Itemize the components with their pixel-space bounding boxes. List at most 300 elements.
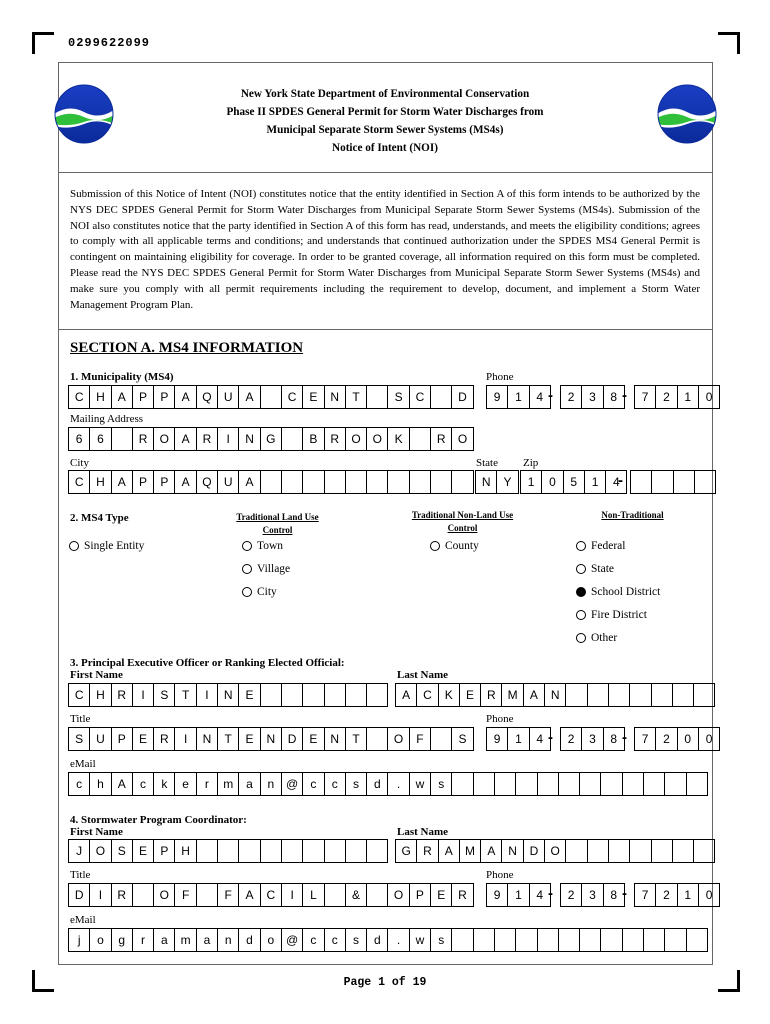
char-cell <box>367 884 388 906</box>
radio-city[interactable] <box>242 587 252 597</box>
char-cell: C <box>69 684 90 706</box>
char-cell: I <box>197 684 218 706</box>
char-cell: E <box>133 840 154 862</box>
char-cell <box>566 840 587 862</box>
char-cell: S <box>112 840 133 862</box>
char-cell: s <box>346 773 367 795</box>
char-cell <box>431 728 452 750</box>
char-cell: A <box>112 773 133 795</box>
char-cell: a <box>197 929 218 951</box>
char-cell: 2 <box>561 884 582 906</box>
char-cell <box>588 684 609 706</box>
char-cell: s <box>431 929 452 951</box>
char-cell <box>559 929 580 951</box>
char-cell: c <box>303 773 324 795</box>
char-cell: C <box>410 386 431 408</box>
char-cell <box>695 471 716 493</box>
char-cell <box>261 471 282 493</box>
char-cell: 1 <box>508 884 529 906</box>
char-cell <box>665 929 686 951</box>
option-federal[interactable] <box>576 540 625 552</box>
char-cell <box>282 840 303 862</box>
char-cell: 7 <box>635 728 656 750</box>
radio-town[interactable] <box>242 541 252 551</box>
char-cell <box>566 684 587 706</box>
option-label: State <box>591 563 614 575</box>
char-cell <box>325 471 346 493</box>
char-cell <box>452 773 473 795</box>
option-other[interactable] <box>576 632 617 644</box>
option-label: County <box>445 540 479 552</box>
char-cell: 0 <box>699 386 720 408</box>
municipality-phone-prefix[interactable] <box>560 385 625 409</box>
char-cell <box>325 684 346 706</box>
char-cell: 7 <box>635 386 656 408</box>
char-cell: & <box>346 884 367 906</box>
peo-label: 3. Principal Executive Officer or Ranking Elected Official: <box>70 657 345 669</box>
char-cell: O <box>154 428 175 450</box>
option-city[interactable] <box>242 586 277 598</box>
phone-dash: - <box>622 387 627 404</box>
form-header <box>150 85 620 157</box>
coordinator-phone-prefix[interactable] <box>560 883 625 907</box>
char-cell: F <box>410 728 431 750</box>
char-cell: C <box>282 386 303 408</box>
peo-phone-line[interactable] <box>634 727 720 751</box>
coordinator-first-name-input[interactable] <box>68 839 388 863</box>
char-cell: H <box>90 386 111 408</box>
dec-logo-right-icon <box>657 84 717 144</box>
char-cell: A <box>112 471 133 493</box>
char-cell: S <box>69 728 90 750</box>
char-cell <box>388 471 409 493</box>
char-cell: E <box>303 386 324 408</box>
char-cell: R <box>154 728 175 750</box>
char-cell: A <box>239 884 260 906</box>
radio-county[interactable] <box>430 541 440 551</box>
char-cell: C <box>69 386 90 408</box>
phone-dash: - <box>548 387 553 404</box>
char-cell: D <box>282 728 303 750</box>
char-cell: 6 <box>69 428 90 450</box>
char-cell: G <box>261 428 282 450</box>
peo-email-label: eMail <box>70 758 96 770</box>
char-cell: 2 <box>561 386 582 408</box>
char-cell: o <box>261 929 282 951</box>
char-cell: A <box>239 386 260 408</box>
char-cell: E <box>303 728 324 750</box>
peo-phone-prefix[interactable] <box>560 727 625 751</box>
char-cell: 2 <box>561 728 582 750</box>
char-cell: T <box>346 728 367 750</box>
char-cell: 3 <box>582 884 603 906</box>
char-cell: N <box>239 428 260 450</box>
char-cell <box>367 471 388 493</box>
peo-email-input[interactable] <box>68 772 708 796</box>
char-cell <box>239 840 260 862</box>
char-cell <box>694 840 715 862</box>
coordinator-label: 4. Stormwater Program Coordinator: <box>70 814 247 826</box>
char-cell: r <box>133 929 154 951</box>
option-label: Village <box>257 563 291 575</box>
radio-federal[interactable] <box>576 541 586 551</box>
char-cell: N <box>545 684 566 706</box>
char-cell: F <box>175 884 196 906</box>
char-cell: c <box>133 773 154 795</box>
char-cell <box>367 386 388 408</box>
char-cell <box>687 929 708 951</box>
char-cell: . <box>388 929 409 951</box>
char-cell <box>133 884 154 906</box>
char-cell <box>630 840 651 862</box>
char-cell: N <box>325 728 346 750</box>
mailing-address-input[interactable] <box>68 427 474 451</box>
option-label: School District <box>591 586 661 598</box>
char-cell <box>367 684 388 706</box>
intro-paragraph: Submission of this Notice of Intent (NOI) constitutes notice that the entity identified in Section A of this form intends to be authorized by the NYS DEC SPDES General Permit for Storm Water Discharges from Municipal Separate Storm Sewer Systems (MS4s). Submission of the NOI also constitutes notice that the party identified in Section A of this form has read, understands, and meets the eligibility conditions; agrees to comply with all applicable terms and conditions; and understands that continued authorization under the SPDES MS4 General Permit is contingent on maintaining eligibility for coverage. In order to be granted coverage, all information required on this form must be completed. Please read the NYS DEC SPDES General Permit for Storm Water Discharges from Municipal Separate Storm Sewer Systems (MS4s) and make sure you comply with all permit requirements including the requirement to develop, document, and implement a Storm Water Management Program Plan. <box>70 188 700 311</box>
char-cell: d <box>367 773 388 795</box>
char-cell: R <box>133 428 154 450</box>
char-cell: A <box>481 840 502 862</box>
city-label: City <box>70 457 89 469</box>
char-cell <box>601 773 622 795</box>
char-cell <box>410 471 431 493</box>
char-cell: O <box>388 884 409 906</box>
char-cell: M <box>460 840 481 862</box>
char-cell <box>282 471 303 493</box>
char-cell: w <box>410 929 431 951</box>
option-village[interactable] <box>242 563 290 575</box>
char-cell: S <box>452 728 473 750</box>
char-cell: A <box>175 428 196 450</box>
char-cell <box>303 471 324 493</box>
char-cell: 1 <box>678 884 699 906</box>
char-cell: 0 <box>678 728 699 750</box>
char-cell <box>516 929 537 951</box>
char-cell: J <box>69 840 90 862</box>
char-cell: 2 <box>656 728 677 750</box>
char-cell: O <box>388 728 409 750</box>
city-input[interactable] <box>68 470 474 494</box>
option-label: Town <box>257 540 284 552</box>
coordinator-email-label: eMail <box>70 914 96 926</box>
radio-village[interactable] <box>242 564 252 574</box>
char-cell: O <box>346 428 367 450</box>
municipality-phone-label: Phone <box>486 371 514 383</box>
char-cell: T <box>346 386 367 408</box>
ms4-type-label: 2. MS4 Type <box>70 512 129 524</box>
char-cell: m <box>175 929 196 951</box>
char-cell: 1 <box>521 471 542 493</box>
char-cell <box>623 929 644 951</box>
header-noi: Notice of Intent (NOI) <box>332 142 438 154</box>
char-cell: H <box>90 471 111 493</box>
char-cell: d <box>367 929 388 951</box>
coordinator-title-input[interactable] <box>68 883 474 907</box>
header-permit: Phase II SPDES General Permit for Storm Water Discharges from <box>226 106 544 118</box>
form-id: 0299622099 <box>68 36 151 50</box>
coordinator-phone-area[interactable] <box>486 883 551 907</box>
char-cell: A <box>439 840 460 862</box>
char-cell: 4 <box>606 471 627 493</box>
coordinator-email-input[interactable] <box>68 928 708 952</box>
municipality-phone-area[interactable] <box>486 385 551 409</box>
char-cell: @ <box>282 773 303 795</box>
zip-label: Zip <box>523 457 539 469</box>
mailing-address-label: Mailing Address <box>70 413 144 425</box>
char-cell: P <box>133 386 154 408</box>
char-cell: I <box>218 428 239 450</box>
col-head-non-traditional: Non-Traditional <box>601 510 664 520</box>
char-cell <box>303 684 324 706</box>
char-cell <box>261 840 282 862</box>
header-agency: New York State Department of Environmental Conservation <box>240 88 530 100</box>
char-cell <box>601 929 622 951</box>
char-cell: B <box>303 428 324 450</box>
char-cell <box>218 840 239 862</box>
peo-first-name-label: First Name <box>70 669 123 681</box>
char-cell <box>452 471 473 493</box>
char-cell <box>112 428 133 450</box>
intro-divider <box>58 329 713 330</box>
char-cell: O <box>90 840 111 862</box>
char-cell <box>652 684 673 706</box>
char-cell: 8 <box>604 884 625 906</box>
char-cell <box>410 428 431 450</box>
char-cell: T <box>218 728 239 750</box>
char-cell <box>346 840 367 862</box>
char-cell: s <box>346 929 367 951</box>
char-cell: c <box>325 929 346 951</box>
char-cell: O <box>545 840 566 862</box>
char-cell: E <box>239 684 260 706</box>
char-cell <box>673 840 694 862</box>
char-cell: D <box>524 840 545 862</box>
char-cell: 9 <box>487 386 508 408</box>
coordinator-last-name-input[interactable] <box>395 839 715 863</box>
option-town[interactable] <box>242 540 283 552</box>
col-head-non-land-use: Traditional Non-Land Use Control <box>411 510 514 533</box>
char-cell: 3 <box>582 386 603 408</box>
header-ms4: Municipal Separate Storm Sewer Systems (MS4s) <box>266 124 504 136</box>
peo-last-name-input[interactable] <box>395 683 715 707</box>
state-input[interactable] <box>475 470 519 494</box>
phone-dash: - <box>548 729 553 746</box>
char-cell <box>538 929 559 951</box>
char-cell <box>452 929 473 951</box>
header-divider <box>58 172 713 173</box>
option-label: Fire District <box>591 609 647 621</box>
char-cell: P <box>154 386 175 408</box>
char-cell: P <box>112 728 133 750</box>
char-cell: 4 <box>530 728 551 750</box>
char-cell: k <box>154 773 175 795</box>
coordinator-phone-line[interactable] <box>634 883 720 907</box>
char-cell: s <box>431 773 452 795</box>
char-cell <box>431 386 452 408</box>
municipality-label: 1. Municipality (MS4) <box>70 371 174 383</box>
char-cell: K <box>439 684 460 706</box>
char-cell: 2 <box>656 386 677 408</box>
char-cell: n <box>218 929 239 951</box>
peo-phone-label: Phone <box>486 713 514 725</box>
char-cell: Y <box>497 471 518 493</box>
dec-logo-left-icon <box>54 84 114 144</box>
char-cell: K <box>388 428 409 450</box>
char-cell: N <box>218 684 239 706</box>
peo-title-label: Title <box>70 713 91 725</box>
char-cell: 4 <box>530 386 551 408</box>
char-cell: c <box>303 929 324 951</box>
char-cell: 0 <box>542 471 563 493</box>
char-cell: A <box>112 386 133 408</box>
char-cell: 7 <box>635 884 656 906</box>
radio-school-district[interactable] <box>576 587 586 597</box>
option-school-district[interactable] <box>576 586 660 598</box>
char-cell: 2 <box>656 884 677 906</box>
option-single-entity[interactable] <box>69 540 144 552</box>
char-cell: E <box>431 884 452 906</box>
char-cell: 9 <box>487 884 508 906</box>
char-cell <box>674 471 695 493</box>
radio-state[interactable] <box>576 564 586 574</box>
char-cell: g <box>112 929 133 951</box>
char-cell: E <box>460 684 481 706</box>
peo-first-name-input[interactable] <box>68 683 388 707</box>
char-cell: N <box>197 728 218 750</box>
char-cell: N <box>261 728 282 750</box>
zip-plus4-input[interactable] <box>630 470 716 494</box>
char-cell: 8 <box>604 386 625 408</box>
radio-single-entity[interactable] <box>69 541 79 551</box>
coordinator-title-label: Title <box>70 869 91 881</box>
col-head-land-use: Traditional Land Use Control <box>236 512 319 535</box>
char-cell: N <box>502 840 523 862</box>
radio-fire-district[interactable] <box>576 610 586 620</box>
char-cell: O <box>367 428 388 450</box>
char-cell <box>665 773 686 795</box>
char-cell <box>652 840 673 862</box>
char-cell: A <box>239 471 260 493</box>
char-cell: R <box>481 684 502 706</box>
char-cell: e <box>175 773 196 795</box>
char-cell: a <box>154 929 175 951</box>
radio-other[interactable] <box>576 633 586 643</box>
char-cell: I <box>133 684 154 706</box>
char-cell: H <box>90 684 111 706</box>
phone-dash: - <box>622 729 627 746</box>
char-cell <box>346 684 367 706</box>
char-cell: C <box>417 684 438 706</box>
char-cell: S <box>388 386 409 408</box>
char-cell <box>346 471 367 493</box>
option-county[interactable] <box>430 540 479 552</box>
char-cell: T <box>175 684 196 706</box>
zip-input[interactable] <box>520 470 627 494</box>
char-cell: R <box>112 884 133 906</box>
option-fire-district[interactable] <box>576 609 647 621</box>
char-cell: Q <box>197 386 218 408</box>
peo-phone-area[interactable] <box>486 727 551 751</box>
char-cell <box>630 684 651 706</box>
option-label: Other <box>591 632 618 644</box>
char-cell: M <box>502 684 523 706</box>
char-cell: S <box>154 684 175 706</box>
municipality-phone-line[interactable] <box>634 385 720 409</box>
char-cell: d <box>239 929 260 951</box>
char-cell <box>559 773 580 795</box>
char-cell: 9 <box>487 728 508 750</box>
char-cell <box>673 684 694 706</box>
char-cell: O <box>452 428 473 450</box>
municipality-input[interactable] <box>68 385 474 409</box>
registration-mark-top-right <box>718 32 740 54</box>
char-cell: 1 <box>508 386 529 408</box>
char-cell: c <box>69 773 90 795</box>
char-cell <box>580 929 601 951</box>
char-cell <box>631 471 652 493</box>
option-state[interactable] <box>576 563 614 575</box>
char-cell <box>367 840 388 862</box>
char-cell <box>694 684 715 706</box>
char-cell <box>474 773 495 795</box>
char-cell: o <box>90 929 111 951</box>
page-footer: Page 1 of 19 <box>343 976 427 989</box>
char-cell: P <box>133 471 154 493</box>
peo-title-input[interactable] <box>68 727 474 751</box>
char-cell: I <box>90 884 111 906</box>
char-cell: P <box>154 840 175 862</box>
registration-mark-top-left <box>32 32 54 54</box>
zip-dash: - <box>618 472 623 489</box>
char-cell <box>580 773 601 795</box>
char-cell: w <box>410 773 431 795</box>
option-label: City <box>257 586 277 598</box>
char-cell <box>538 773 559 795</box>
char-cell: R <box>197 428 218 450</box>
char-cell: A <box>524 684 545 706</box>
section-a-title: SECTION A. MS4 INFORMATION <box>70 340 304 356</box>
char-cell <box>261 386 282 408</box>
char-cell: A <box>396 684 417 706</box>
char-cell: I <box>175 728 196 750</box>
char-cell: A <box>175 386 196 408</box>
char-cell: 4 <box>530 884 551 906</box>
char-cell: 1 <box>508 728 529 750</box>
char-cell: P <box>410 884 431 906</box>
char-cell <box>644 929 665 951</box>
char-cell: G <box>396 840 417 862</box>
char-cell: C <box>261 884 282 906</box>
char-cell: U <box>218 471 239 493</box>
peo-last-name-label: Last Name <box>397 669 449 681</box>
char-cell <box>325 884 346 906</box>
char-cell <box>609 840 630 862</box>
char-cell: 5 <box>564 471 585 493</box>
char-cell: 3 <box>582 728 603 750</box>
char-cell <box>325 840 346 862</box>
char-cell: Q <box>197 471 218 493</box>
char-cell: 1 <box>585 471 606 493</box>
phone-dash: - <box>622 885 627 902</box>
char-cell: h <box>90 773 111 795</box>
char-cell: R <box>431 428 452 450</box>
char-cell <box>303 840 324 862</box>
char-cell <box>644 773 665 795</box>
char-cell: r <box>197 773 218 795</box>
char-cell <box>367 728 388 750</box>
coordinator-first-name-label: First Name <box>70 826 123 838</box>
